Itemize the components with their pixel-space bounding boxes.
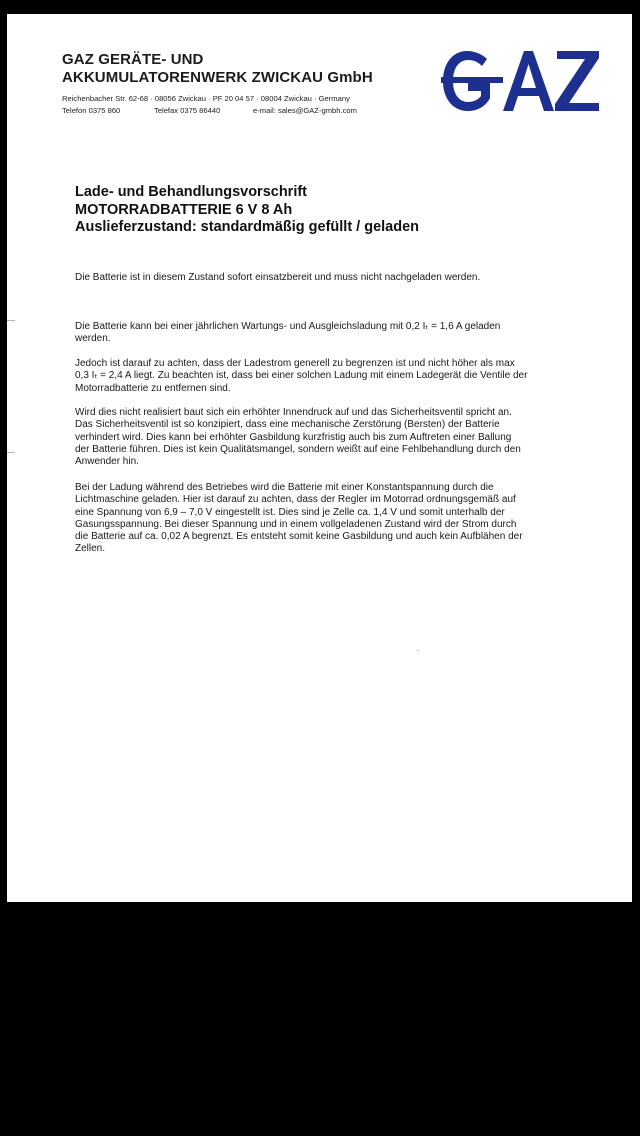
paragraph-line: eine Spannung von 6,9 – 7,0 V eingestellt ist. Dies sind je Zelle ca. 1,4 V und somit unterhalb der <box>75 506 505 518</box>
paragraph-line: Das Sicherheitsventil ist so konzipiert, dass eine mechanische Zerstörung (Bersten) der Batterie <box>75 419 500 431</box>
paragraph-line: Anwender hin. <box>75 456 139 468</box>
paragraph-line: Wird dies nicht realisiert baut sich ein erhöhter Innendruck auf und das Sicherheitsventil spricht an. <box>75 407 512 418</box>
punch-mark <box>7 320 15 321</box>
paragraph-4 <box>75 407 565 468</box>
fax-number: Telefax 0375 86440 <box>154 106 221 115</box>
title-line-3: Auslieferzustand: standardmäßig gefüllt / geladen <box>75 219 420 235</box>
paragraph-line: Zellen. <box>75 543 106 555</box>
company-name-line-1: GAZ GERÄTE- UND <box>62 51 204 68</box>
email-address: e-mail: sales@GAZ-gmbh.com <box>253 106 357 115</box>
paragraph-line: Jedoch ist darauf zu achten, dass der Ladestrom generell zu begrenzen ist und nicht höher als max <box>75 358 515 369</box>
scan-speck <box>417 650 419 651</box>
paragraph-line: Bei der Ladung während des Betriebes wird die Batterie mit einer Konstantspannung durch die <box>75 482 494 493</box>
company-name <box>62 51 373 87</box>
paragraph-1 <box>75 272 565 284</box>
paragraph-5 <box>75 482 565 556</box>
company-name-line-2: AKKUMULATORENWERK ZWICKAU GmbH <box>62 69 373 86</box>
paragraph-2 <box>75 321 565 346</box>
paragraph-line: Motorradbatterie zu entfernen sind. <box>75 382 231 394</box>
paragraph-line: Lichtmaschine geladen. Hier ist darauf zu achten, dass der Regler im Motorrad ordnungsgemäß auf <box>75 494 516 506</box>
gaz-logo <box>441 47 601 117</box>
paragraph-3 <box>75 358 565 395</box>
paragraph-line: der Batterie führen. Dies ist kein Qualitätsmangel, sondern weißt auf eine Fehlbehandlung durch den <box>75 443 521 455</box>
paragraph-line: verhindert wird. Dies kann bei erhöhter Gasbildung kurzfristig auch bis zum Auftreten einer Ballung <box>75 431 512 443</box>
phone-number: Telefon 0375 860 <box>62 106 121 115</box>
paragraph-line: werden. <box>75 333 111 345</box>
paragraph-line: die Batterie auf ca. 0,02 A begrenzt. Es entsteht somit keine Gasbildung und auch kein Aufblähen der <box>75 531 523 543</box>
title-line-1: Lade- und Behandlungsvorschrift <box>75 184 308 200</box>
document-title <box>75 184 419 237</box>
paragraph-line: 0,3 Iₜ = 2,4 A liegt. Zu beachten ist, dass bei einer solchen Ladung mit einem Ladegerät die Ventile der <box>75 370 528 382</box>
title-line-2: MOTORRADBATTERIE 6 V 8 Ah <box>75 201 293 218</box>
company-address: Reichenbacher Str. 62-68 · 08056 Zwickau · PF 20 04 57 · 08004 Zwickau · Germany <box>62 94 350 103</box>
document-page <box>7 14 632 902</box>
gaz-logo-mark <box>441 51 599 111</box>
paragraph-line: Die Batterie kann bei einer jährlichen Wartungs- und Ausgleichsladung mit 0,2 Iₜ = 1,6 A geladen <box>75 321 501 332</box>
paragraph-line: Die Batterie ist in diesem Zustand sofort einsatzbereit und muss nicht nachgeladen werden. <box>75 272 481 283</box>
fold-mark <box>7 452 15 453</box>
paragraph-line: Gasungsspannung. Bei dieser Spannung und in einem vollgeladenen Zustand wird der Strom durch <box>75 518 517 530</box>
